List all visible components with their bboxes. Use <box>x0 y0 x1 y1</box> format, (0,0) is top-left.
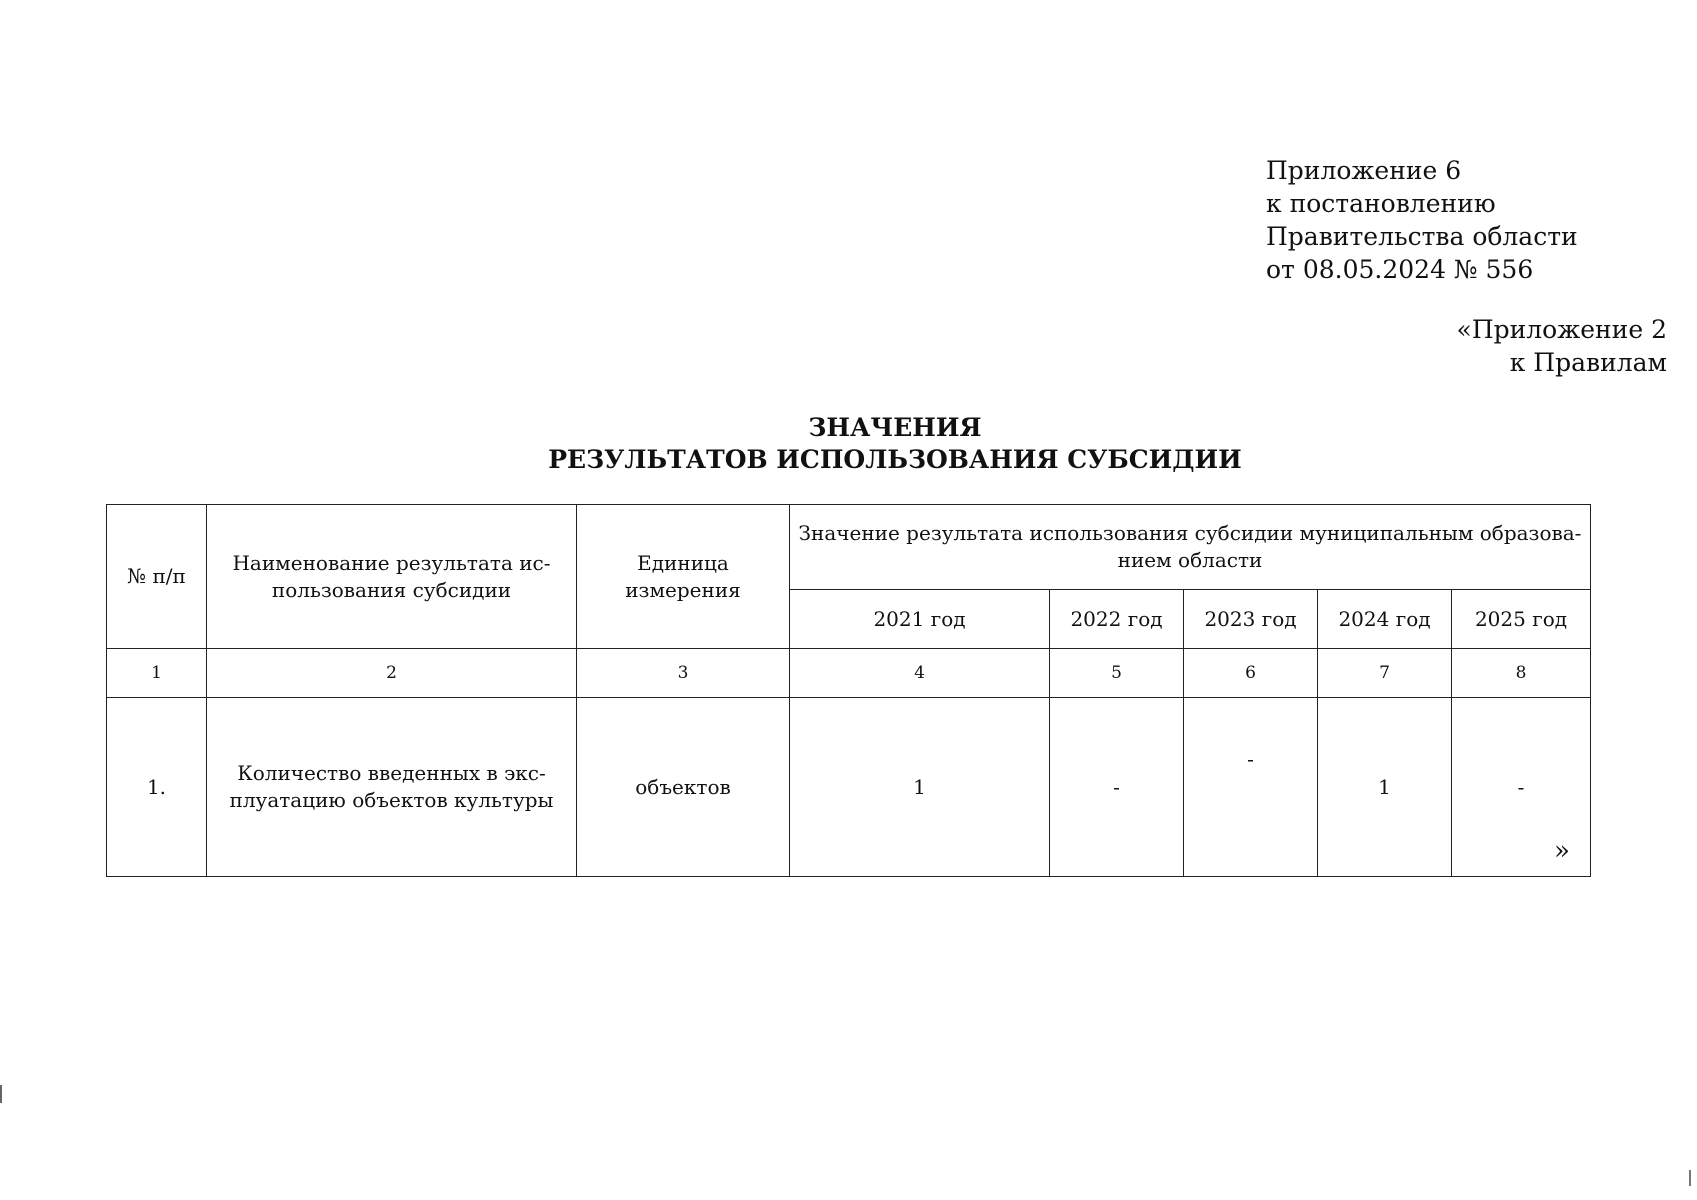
header-values-group: Значение результата использования субсидии муниципальным образова-нием области <box>790 505 1591 590</box>
header-year: 2025 год <box>1452 590 1591 649</box>
row-unit: объектов <box>577 698 790 877</box>
approval-line-date-number: от 08.05.2024 № 556 <box>1266 255 1534 284</box>
scan-artifact <box>0 1085 8 1103</box>
column-number: 4 <box>790 649 1050 698</box>
approval-line-appendix: Приложение 6 <box>1266 156 1462 185</box>
header-number: № п/п <box>107 505 207 649</box>
results-table <box>106 504 1591 877</box>
column-number: 5 <box>1050 649 1184 698</box>
header-result-name: Наименование результата ис-пользования субсидии <box>207 505 577 649</box>
header-year: 2022 год <box>1050 590 1184 649</box>
row-value-2025: - <box>1452 698 1591 877</box>
column-number: 3 <box>577 649 790 698</box>
column-number: 2 <box>207 649 577 698</box>
table-row <box>107 698 1591 877</box>
row-number: 1. <box>107 698 207 877</box>
column-numbers-row <box>107 649 1591 698</box>
scan-artifact <box>1689 1170 1691 1186</box>
document-title-line1: ЗНАЧЕНИЯ <box>808 413 982 442</box>
header-year: 2021 год <box>790 590 1050 649</box>
appendix-line-rules: к Правилам <box>1509 348 1667 377</box>
row-value-2024: 1 <box>1318 698 1452 877</box>
header-row <box>107 505 1591 590</box>
column-number: 1 <box>107 649 207 698</box>
row-result-name: Количество введенных в экс-плуатацию объектов культуры <box>207 698 577 877</box>
closing-quote: » <box>1554 836 1570 866</box>
row-value-2022: - <box>1050 698 1184 877</box>
appendix-block <box>1457 313 1667 379</box>
header-unit: Единица измерения <box>577 505 790 649</box>
document-title-line2: РЕЗУЛЬТАТОВ ИСПОЛЬЗОВАНИЯ СУБСИДИИ <box>548 445 1242 474</box>
row-value-2023: - <box>1184 698 1318 877</box>
approval-line-government: Правительства области <box>1266 222 1578 251</box>
column-number: 7 <box>1318 649 1452 698</box>
appendix-line-number: «Приложение 2 <box>1456 315 1667 344</box>
row-value-2021: 1 <box>790 698 1050 877</box>
header-year: 2023 год <box>1184 590 1318 649</box>
header-year: 2024 год <box>1318 590 1452 649</box>
column-number: 8 <box>1452 649 1591 698</box>
column-number: 6 <box>1184 649 1318 698</box>
approval-block <box>1266 154 1578 286</box>
approval-line-resolution: к постановлению <box>1266 189 1496 218</box>
document-title <box>0 412 1697 476</box>
